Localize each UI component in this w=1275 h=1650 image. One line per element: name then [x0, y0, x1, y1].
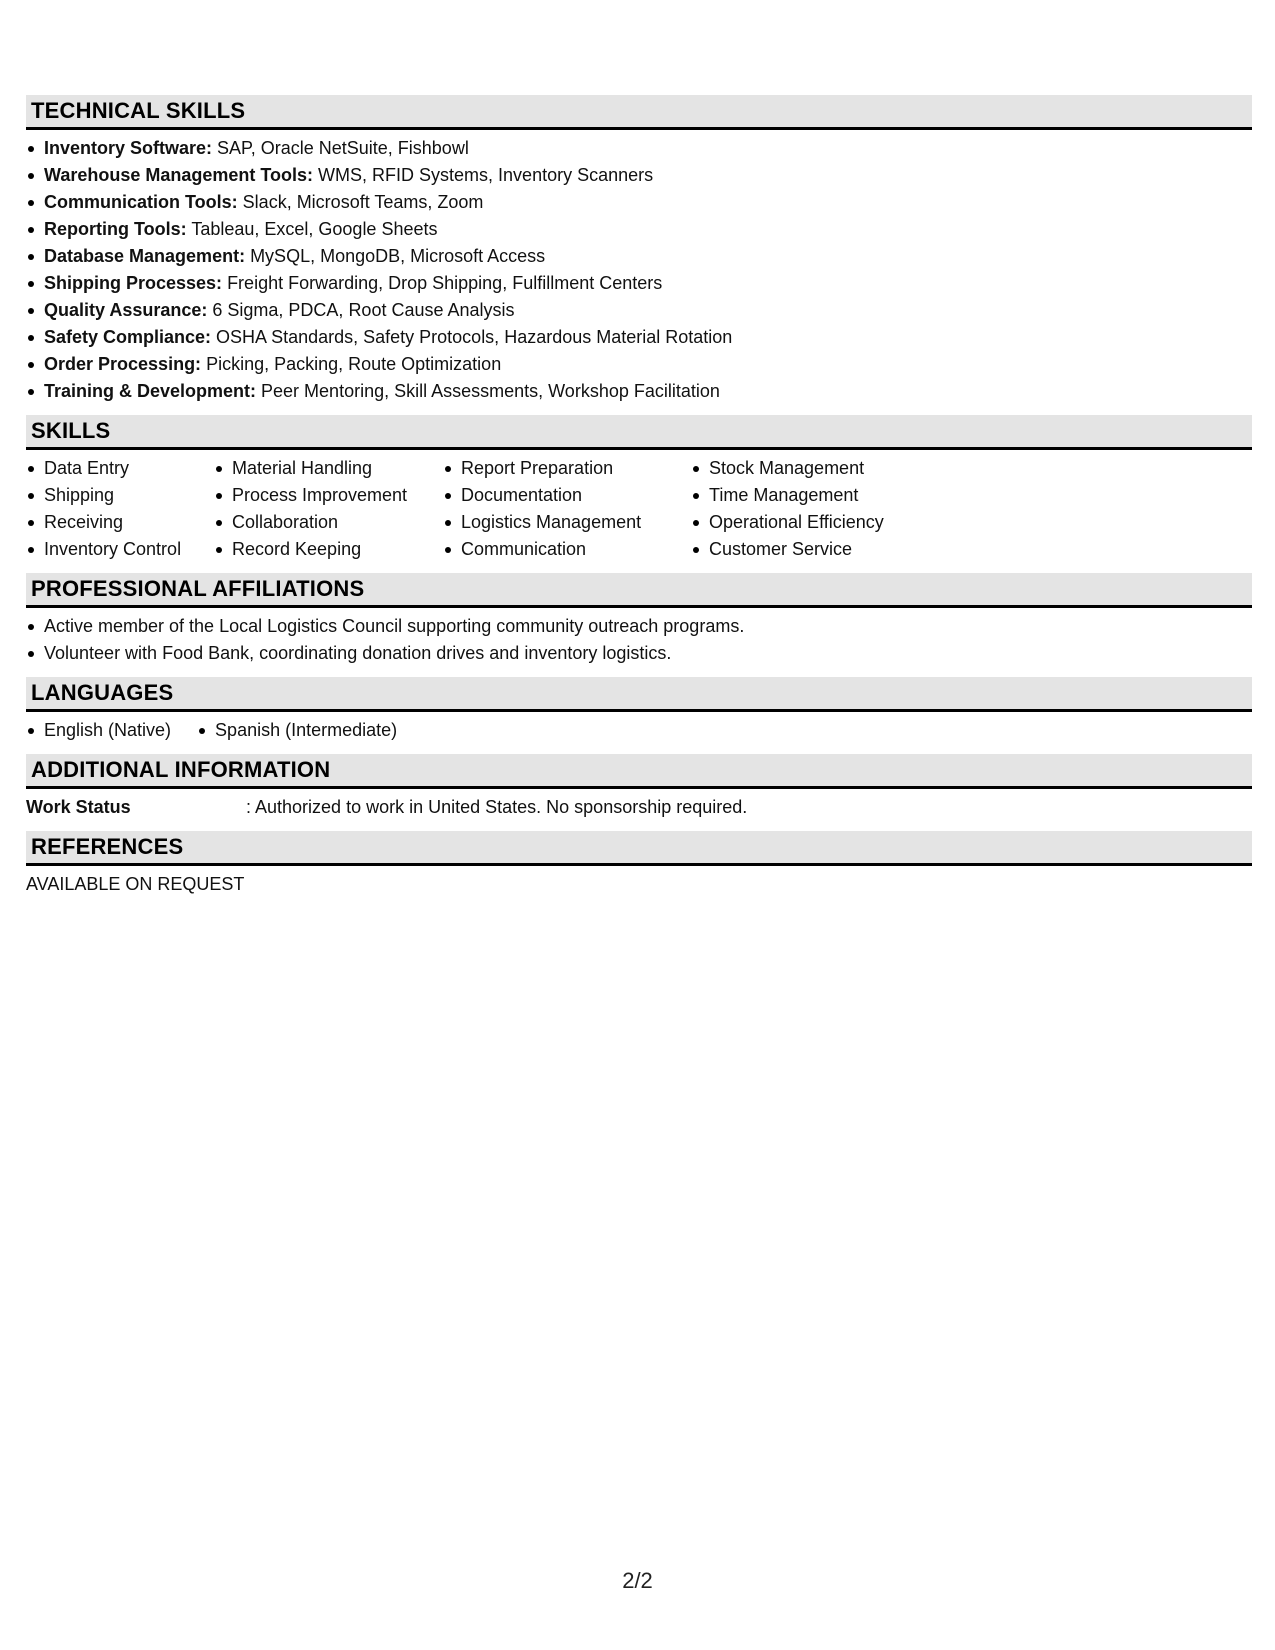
list-item: English (Native): [44, 717, 171, 744]
list-item: Time Management: [709, 482, 939, 509]
skills-grid: [26, 455, 1252, 563]
section-title: LANGUAGES: [31, 680, 174, 705]
list-item: Process Improvement: [232, 482, 443, 509]
list-item: Volunteer with Food Bank, coordinating donation drives and inventory logistics.: [44, 640, 1252, 667]
list-item: [44, 351, 1252, 378]
skill-category-value: Tableau, Excel, Google Sheets: [186, 219, 438, 239]
work-status-label: Work Status: [26, 797, 131, 817]
technical-skills-list: [26, 135, 1252, 405]
list-item: Documentation: [461, 482, 691, 509]
list-item: Receiving: [44, 509, 214, 536]
list-item: Operational Efficiency: [709, 509, 939, 536]
skill-category-value: SAP, Oracle NetSuite, Fishbowl: [212, 138, 469, 158]
list-item: Communication: [461, 536, 691, 563]
list-item: Material Handling: [232, 455, 443, 482]
section-title: SKILLS: [31, 418, 111, 443]
section-header: [26, 95, 1252, 130]
section-header: [26, 677, 1252, 712]
section-header: [26, 754, 1252, 789]
section-header: [26, 415, 1252, 450]
list-item: [44, 324, 1252, 351]
skill-category-label: Inventory Software:: [44, 138, 213, 158]
list-item: [44, 297, 1252, 324]
references-text: AVAILABLE ON REQUEST: [26, 874, 245, 894]
skill-category-label: Reporting Tools:: [44, 219, 187, 239]
list-item: Logistics Management: [461, 509, 691, 536]
list-item: Active member of the Local Logistics Council supporting community outreach programs.: [44, 613, 1252, 640]
skills-section: [26, 415, 1252, 563]
skill-category-value: Picking, Packing, Route Optimization: [201, 354, 502, 374]
skill-category-value: Peer Mentoring, Skill Assessments, Workshop Facilitation: [256, 381, 720, 401]
skill-category-value: Freight Forwarding, Drop Shipping, Fulfillment Centers: [222, 273, 663, 293]
affiliations-list: [26, 613, 1252, 667]
list-item: [44, 189, 1252, 216]
references-section: [26, 831, 1252, 898]
work-status-row: [26, 794, 1252, 821]
skill-category-label: Safety Compliance:: [44, 327, 212, 347]
skill-category-value: Slack, Microsoft Teams, Zoom: [237, 192, 484, 212]
skill-category-value: 6 Sigma, PDCA, Root Cause Analysis: [207, 300, 515, 320]
work-status-value: : Authorized to work in United States. No sponsorship required.: [246, 797, 748, 817]
list-item: Spanish (Intermediate): [215, 717, 397, 744]
affiliations-section: [26, 573, 1252, 667]
list-item: [44, 135, 1252, 162]
skill-category-value: WMS, RFID Systems, Inventory Scanners: [313, 165, 654, 185]
section-title: TECHNICAL SKILLS: [31, 98, 246, 123]
list-item: Customer Service: [709, 536, 939, 563]
additional-information-section: [26, 754, 1252, 821]
page-number: 2/2: [622, 1568, 653, 1593]
skills-column: [26, 455, 214, 563]
skill-category-label: Warehouse Management Tools:: [44, 165, 314, 185]
section-header: [26, 573, 1252, 608]
list-item: [44, 270, 1252, 297]
skills-column: [443, 455, 691, 563]
list-item: Record Keeping: [232, 536, 443, 563]
section-title: ADDITIONAL INFORMATION: [31, 757, 331, 782]
skills-column: [691, 455, 939, 563]
list-item: Stock Management: [709, 455, 939, 482]
skill-category-value: MySQL, MongoDB, Microsoft Access: [245, 246, 546, 266]
languages-section: [26, 677, 1252, 744]
section-title: PROFESSIONAL AFFILIATIONS: [31, 576, 365, 601]
section-header: [26, 831, 1252, 866]
list-item: [44, 378, 1252, 405]
skill-category-value: OSHA Standards, Safety Protocols, Hazardous Material Rotation: [211, 327, 733, 347]
skill-category-label: Communication Tools:: [44, 192, 238, 212]
list-item: Shipping: [44, 482, 214, 509]
list-item: [44, 162, 1252, 189]
list-item: Data Entry: [44, 455, 214, 482]
list-item: [44, 243, 1252, 270]
section-title: REFERENCES: [31, 834, 184, 859]
resume-page: [26, 95, 1252, 908]
technical-skills-section: [26, 95, 1252, 405]
list-item: [44, 216, 1252, 243]
skill-category-label: Quality Assurance:: [44, 300, 208, 320]
list-item: Report Preparation: [461, 455, 691, 482]
languages-list: [26, 717, 1252, 744]
skills-column: [214, 455, 443, 563]
skill-category-label: Training & Development:: [44, 381, 257, 401]
skill-category-label: Database Management:: [44, 246, 246, 266]
list-item: Inventory Control: [44, 536, 214, 563]
list-item: Collaboration: [232, 509, 443, 536]
skill-category-label: Order Processing:: [44, 354, 202, 374]
skill-category-label: Shipping Processes:: [44, 273, 223, 293]
